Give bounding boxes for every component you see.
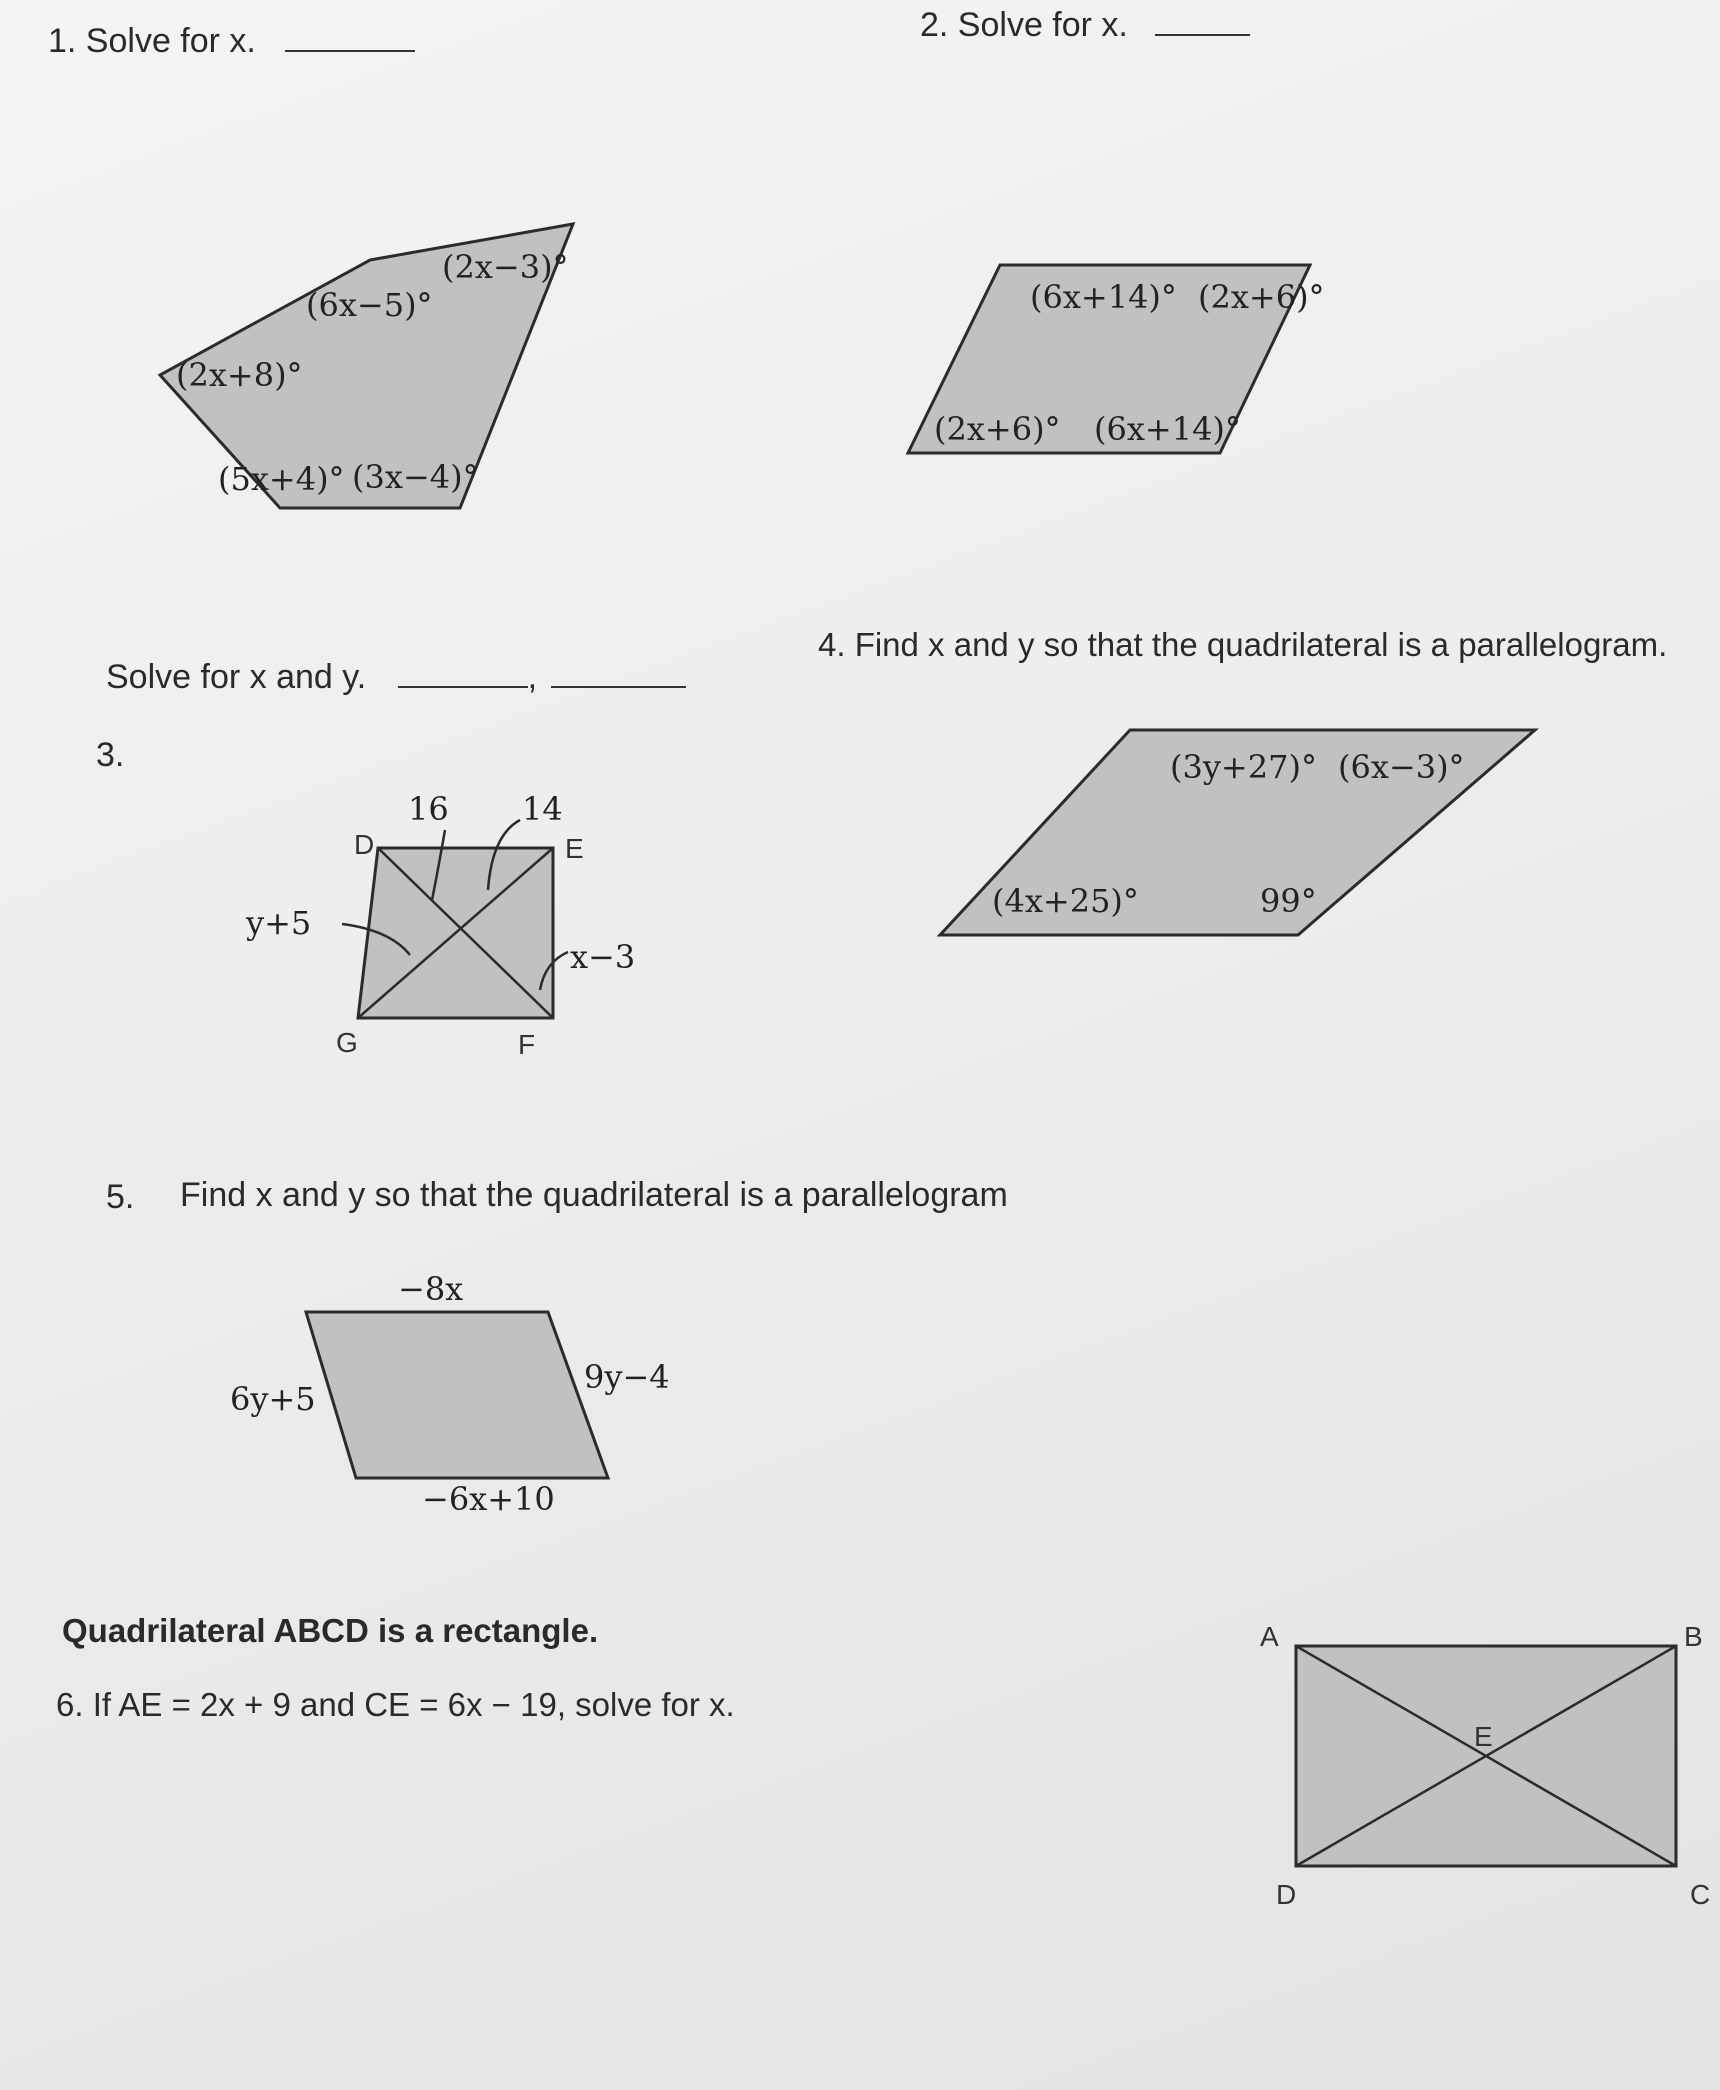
figure-6-vertex-b: B [1684,1621,1703,1652]
figure-6-rectangle [1260,1621,1710,1910]
figure-4-angle-bottom-right: 99° [1260,882,1317,920]
figure-1-angle-label-5: (3x−4)° [352,458,479,496]
figure-5-label-right: 9y−4 [584,1358,670,1396]
figure-2-angle-bottom-left: (2x+6)° [934,410,1061,448]
figure-1-angle-label-3: (2x+8)° [176,356,303,394]
problem-1-text: 1. Solve for x. [48,22,256,60]
figure-5-label-top: −8x [398,1270,464,1308]
problem-3-comma: , [527,658,538,696]
figure-6-vertex-d: D [1276,1879,1297,1910]
figure-3-label-top-left: 16 [408,790,449,828]
figure-5-parallelogram [230,1270,670,1518]
figure-3-rectangle [245,790,635,1060]
figure-3-label-left: y+5 [246,904,312,942]
figure-4-parallelogram [940,730,1535,935]
figure-6-vertex-a: A [1260,1621,1279,1652]
figure-4-angle-bottom-left: (4x+25)° [992,882,1139,920]
figure-5-shape [306,1312,608,1478]
figure-1-angle-label-4: (5x+4)° [218,460,345,498]
problem-2-text: 2. Solve for x. [920,6,1128,44]
problem-5-number: 5. [106,1178,135,1216]
problem-5-prompt: Find x and y so that the quadrilateral is a parallelogram [180,1176,1008,1214]
figure-5-label-bottom: −6x+10 [422,1480,555,1518]
problem-6-prompt: 6. If AE = 2x + 9 and CE = 6x − 19, solve for x. [56,1686,735,1723]
problem-3-text: Solve for x and y. [106,658,367,696]
figure-3-label-right: x−3 [570,938,636,976]
figure-3-vertex-g: G [336,1027,358,1058]
figure-3-vertex-f: F [518,1029,536,1060]
figure-4-angle-top-left: (3y+27)° [1170,748,1317,786]
figure-2-angle-top-left: (6x+14)° [1030,278,1177,316]
figure-3-vertex-d: D [354,829,375,860]
figure-2-angle-bottom-right: (6x+14)° [1094,410,1241,448]
problem-4-prompt: 4. Find x and y so that the quadrilateral is a parallelogram. [818,626,1668,663]
figure-6-vertex-e: E [1474,1721,1493,1752]
problem-3-number: 3. [96,736,125,774]
figure-3-label-top-right: 14 [522,790,563,828]
figure-2-angle-top-right: (2x+6)° [1198,278,1325,316]
figure-1-angle-label-1: (6x−5)° [306,286,433,324]
figure-3-vertex-e: E [565,833,584,864]
figure-2-parallelogram [908,265,1325,453]
figure-5-label-left: 6y+5 [230,1380,316,1418]
figure-1-angle-label-2: (2x−3)° [442,248,569,286]
figure-1-pentagon [160,224,573,508]
figure-4-angle-top-right: (6x−3)° [1338,748,1465,786]
figure-6-vertex-c: C [1690,1879,1711,1910]
problem-6-heading: Quadrilateral ABCD is a rectangle. [62,1612,599,1649]
